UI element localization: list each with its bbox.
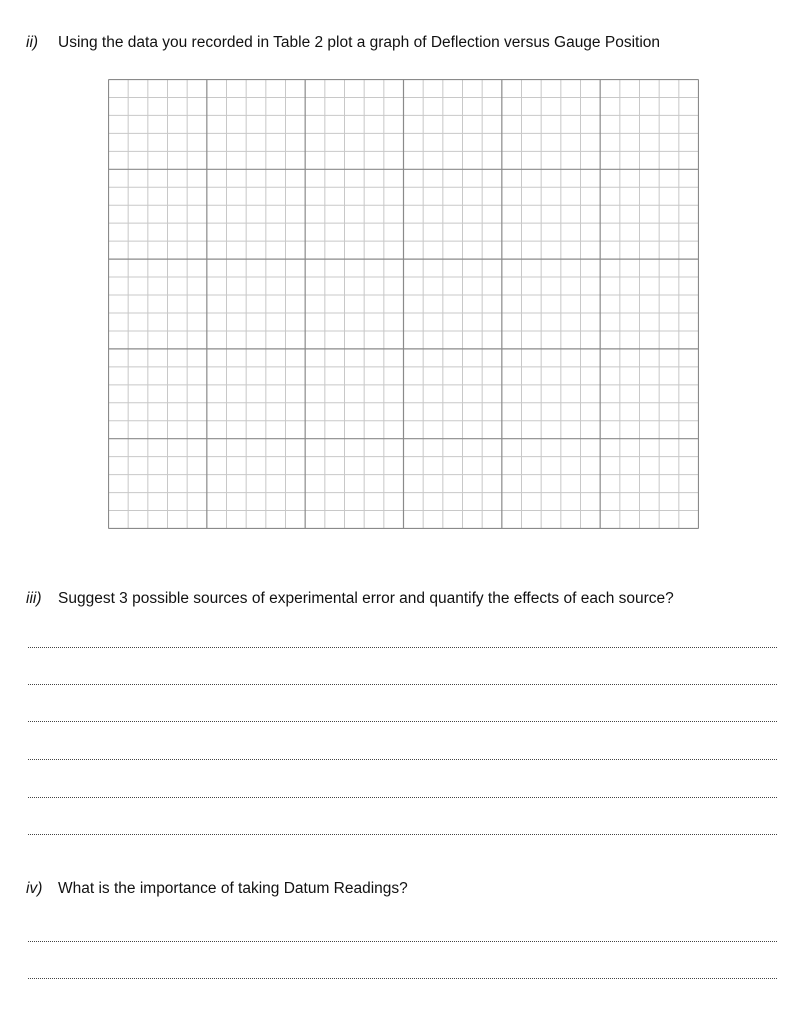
answer-line-iii-6[interactable] bbox=[28, 834, 777, 835]
answer-line-iv-2[interactable] bbox=[28, 978, 777, 979]
question-iv-number: iv) bbox=[26, 880, 43, 897]
answer-line-iv-1[interactable] bbox=[28, 941, 777, 942]
answer-line-iii-3[interactable] bbox=[28, 721, 777, 722]
question-iii bbox=[26, 589, 674, 609]
question-ii bbox=[26, 33, 660, 53]
question-iii-text: Suggest 3 possible sources of experimental error and quantify the effects of each source? bbox=[58, 590, 674, 607]
question-iv bbox=[26, 879, 408, 899]
answer-line-iii-5[interactable] bbox=[28, 797, 777, 798]
answer-line-iii-1[interactable] bbox=[28, 647, 777, 648]
answer-line-iii-2[interactable] bbox=[28, 684, 777, 685]
question-iv-text: What is the importance of taking Datum Readings? bbox=[58, 880, 408, 897]
graph-paper-grid[interactable] bbox=[108, 79, 699, 529]
question-ii-text: Using the data you recorded in Table 2 plot a graph of Deflection versus Gauge Position bbox=[58, 34, 661, 51]
question-iii-number: iii) bbox=[26, 590, 42, 607]
answer-line-iii-4[interactable] bbox=[28, 759, 777, 760]
question-ii-number: ii) bbox=[26, 34, 39, 51]
